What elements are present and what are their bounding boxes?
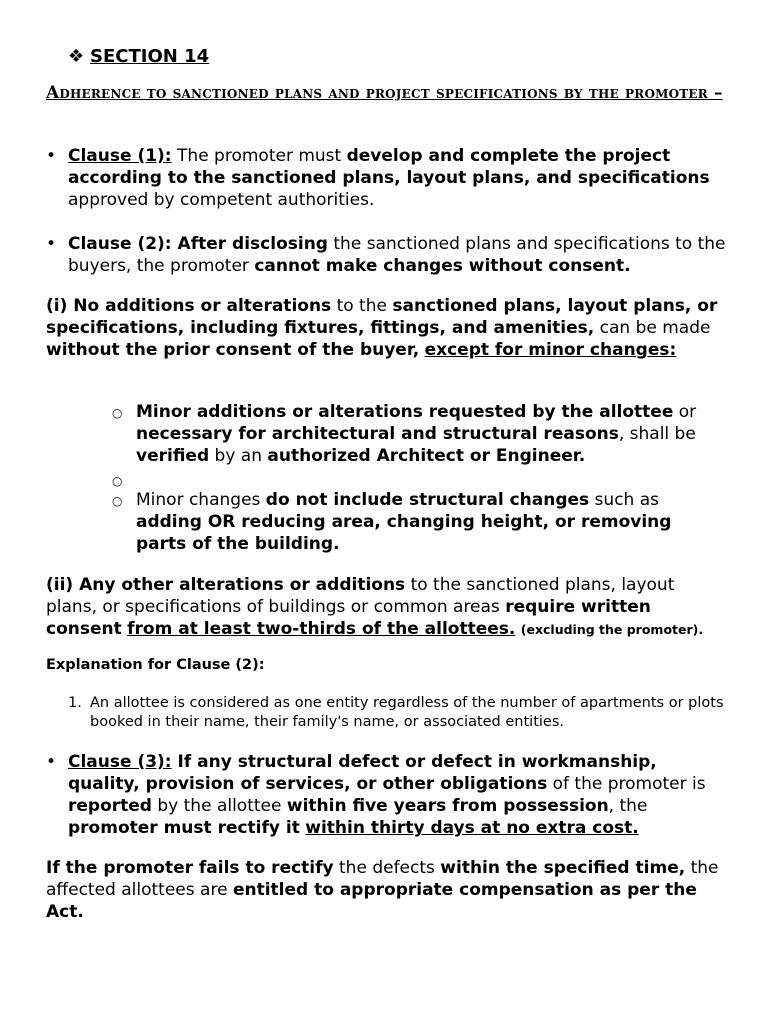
- paragraph-i: (i) No additions or alterations to the sanctioned plans, layout plans, or specifications, including fixtures, fittings, and amenities, can be made without the prior consent of the buyer, except for minor changes:: [46, 296, 718, 360]
- bullet-dot-icon: •: [46, 752, 57, 772]
- section-title: Adherence to sanctioned plans and project specifications by the promoter –: [46, 83, 723, 103]
- circle-bullet-icon: ○: [112, 406, 123, 420]
- section-heading: [68, 46, 209, 67]
- circle-bullet-icon: ○: [112, 474, 123, 488]
- explanation-heading: Explanation for Clause (2):: [46, 657, 265, 673]
- bullet-dot-icon: •: [46, 234, 57, 254]
- sub-bullet-2: [112, 489, 722, 555]
- clause-3-bullet: [46, 751, 726, 839]
- bullet-dot-icon: •: [46, 146, 57, 166]
- final-paragraph: If the promoter fails to rectify the defects within the specified time, the affected allottees are entitled to appropriate compensation as per the Act.: [46, 858, 719, 922]
- explanation-item-text: An allottee is considered as one entity regardless of the number of apartments or plots booked in their name, their family's name, or associated entities.: [90, 695, 724, 730]
- explanation-item-1: [68, 694, 728, 732]
- clause-1-bullet: [46, 145, 726, 211]
- section-label: SECTION 14: [90, 46, 210, 67]
- clause-2-text: Clause (2): After disclosing the sanctioned plans and specifications to the buyers, the promoter cannot make changes without consent.: [68, 234, 726, 276]
- sub-bullet-1: [112, 401, 722, 467]
- paragraph-ii: (ii) Any other alterations or additions to the sanctioned plans, layout plans, or specifications of buildings or common areas require written consent from at least two-thirds of the allottees. (excluding the promoter).: [46, 575, 704, 639]
- clause-3-text: Clause (3): If any structural defect or defect in workmanship, quality, provision of services, or other obligations of the promoter is reported by the allottee within five years from possession, the promoter must rectify it within thirty days at no extra cost.: [68, 752, 706, 838]
- clause-1-text: Clause (1): The promoter must develop and complete the project according to the sanctioned plans, layout plans, and specifications approved by competent authorities.: [68, 146, 710, 210]
- diamond-bullet-icon: ❖: [68, 46, 85, 67]
- sub-bullet-1-text: Minor additions or alterations requested by the allottee or necessary for architectural and structural reasons, shall be verified by an authorized Architect or Engineer.: [136, 402, 697, 466]
- list-number: 1.: [68, 695, 82, 711]
- circle-bullet-icon: ○: [112, 494, 123, 508]
- sub-bullet-2-text: Minor changes do not include structural changes such as adding OR reducing area, changing height, or removing parts of the building.: [136, 490, 672, 554]
- clause-2-bullet: [46, 233, 726, 277]
